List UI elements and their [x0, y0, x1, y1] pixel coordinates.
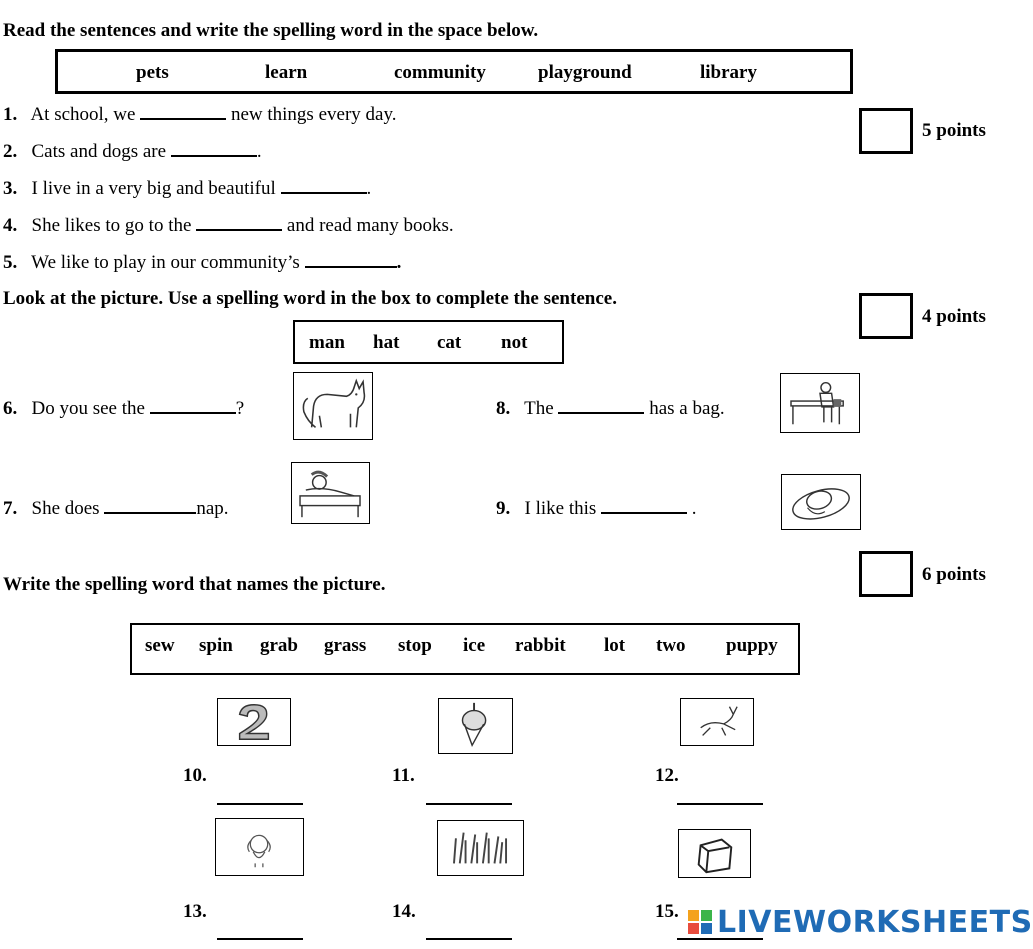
answer-line-12[interactable] [677, 803, 763, 805]
ice-cube-icon [678, 829, 751, 878]
word-bank-1-word: pets [136, 62, 169, 83]
man-on-bench-icon [780, 373, 860, 433]
word-bank-1-word: learn [265, 62, 308, 83]
answer-line-14[interactable] [426, 938, 512, 940]
word-bank-3-word: rabbit [515, 635, 566, 656]
word-bank-3-word: stop [398, 635, 432, 656]
word-bank-2-word: not [501, 332, 528, 353]
answer-blank-5[interactable] [305, 252, 397, 268]
word-bank-3-word: grab [260, 635, 298, 656]
points-label-1: 5 points [922, 120, 986, 141]
word-bank-3-word: puppy [726, 635, 778, 656]
word-bank-2-word: man [309, 332, 345, 353]
answer-blank-8[interactable] [558, 398, 644, 414]
word-bank-2 [293, 320, 564, 364]
answer-blank-2[interactable] [171, 141, 257, 157]
question-8: 8. The has a bag. [496, 398, 725, 419]
question-4: 4. She likes to go to the and read many books. [3, 215, 454, 236]
question-7: 7. She does nap. [3, 498, 229, 519]
item-number-14: 14. [392, 901, 416, 922]
rabbit-icon [680, 698, 754, 746]
section1-instruction: Read the sentences and write the spelling word in the space below. [3, 20, 539, 41]
word-bank-3-word: spin [199, 635, 233, 656]
word-bank-3-word: ice [463, 635, 486, 656]
answer-blank-3[interactable] [281, 178, 367, 194]
question-2: 2. Cats and dogs are . [3, 141, 262, 162]
spinning-top-icon [438, 698, 513, 754]
answer-blank-4[interactable] [196, 215, 282, 231]
sleeping-girl-icon [291, 462, 370, 524]
question-5: 5. We like to play in our community’s . [3, 252, 402, 273]
number-two-icon [217, 698, 291, 746]
points-label-2: 4 points [922, 306, 986, 327]
word-bank-2-word: cat [437, 332, 462, 353]
puppy-icon [215, 818, 304, 876]
score-box-1[interactable] [859, 108, 913, 154]
item-number-10: 10. [183, 765, 207, 786]
grass-icon [437, 820, 524, 876]
word-bank-1-word: library [700, 62, 757, 83]
word-bank-3-word: lot [604, 635, 626, 656]
cat-icon [293, 372, 373, 440]
question-1: 1. At school, we new things every day. [3, 104, 397, 125]
liveworksheets-logo-icon [688, 908, 714, 936]
answer-blank-9[interactable] [601, 498, 687, 514]
answer-blank-7[interactable] [104, 498, 196, 514]
answer-blank-6[interactable] [150, 398, 236, 414]
score-box-3[interactable] [859, 551, 913, 597]
item-number-15: 15. [655, 901, 679, 922]
question-9: 9. I like this . [496, 498, 697, 519]
score-box-2[interactable] [859, 293, 913, 339]
item-number-12: 12. [655, 765, 679, 786]
answer-blank-1[interactable] [140, 104, 226, 120]
liveworksheets-logo[interactable]: LIVEWORKSHEETS [717, 905, 1033, 940]
hat-icon [781, 474, 861, 530]
answer-line-10[interactable] [217, 803, 303, 805]
word-bank-3-word: grass [324, 635, 367, 656]
answer-line-11[interactable] [426, 803, 512, 805]
word-bank-1 [55, 49, 853, 94]
word-bank-3-word: two [656, 635, 686, 656]
word-bank-3-word: sew [145, 635, 175, 656]
word-bank-1-word: playground [538, 62, 632, 83]
item-number-11: 11. [392, 765, 415, 786]
points-label-3: 6 points [922, 564, 986, 585]
question-3: 3. I live in a very big and beautiful . [3, 178, 372, 199]
word-bank-1-word: community [394, 62, 486, 83]
question-6: 6. Do you see the ? [3, 398, 245, 419]
section2-instruction: Look at the picture. Use a spelling word in the box to complete the sentence. [3, 288, 617, 309]
word-bank-2-word: hat [373, 332, 400, 353]
item-number-13: 13. [183, 901, 207, 922]
word-bank-3 [130, 623, 800, 675]
section3-instruction: Write the spelling word that names the picture. [3, 574, 386, 595]
answer-line-13[interactable] [217, 938, 303, 940]
